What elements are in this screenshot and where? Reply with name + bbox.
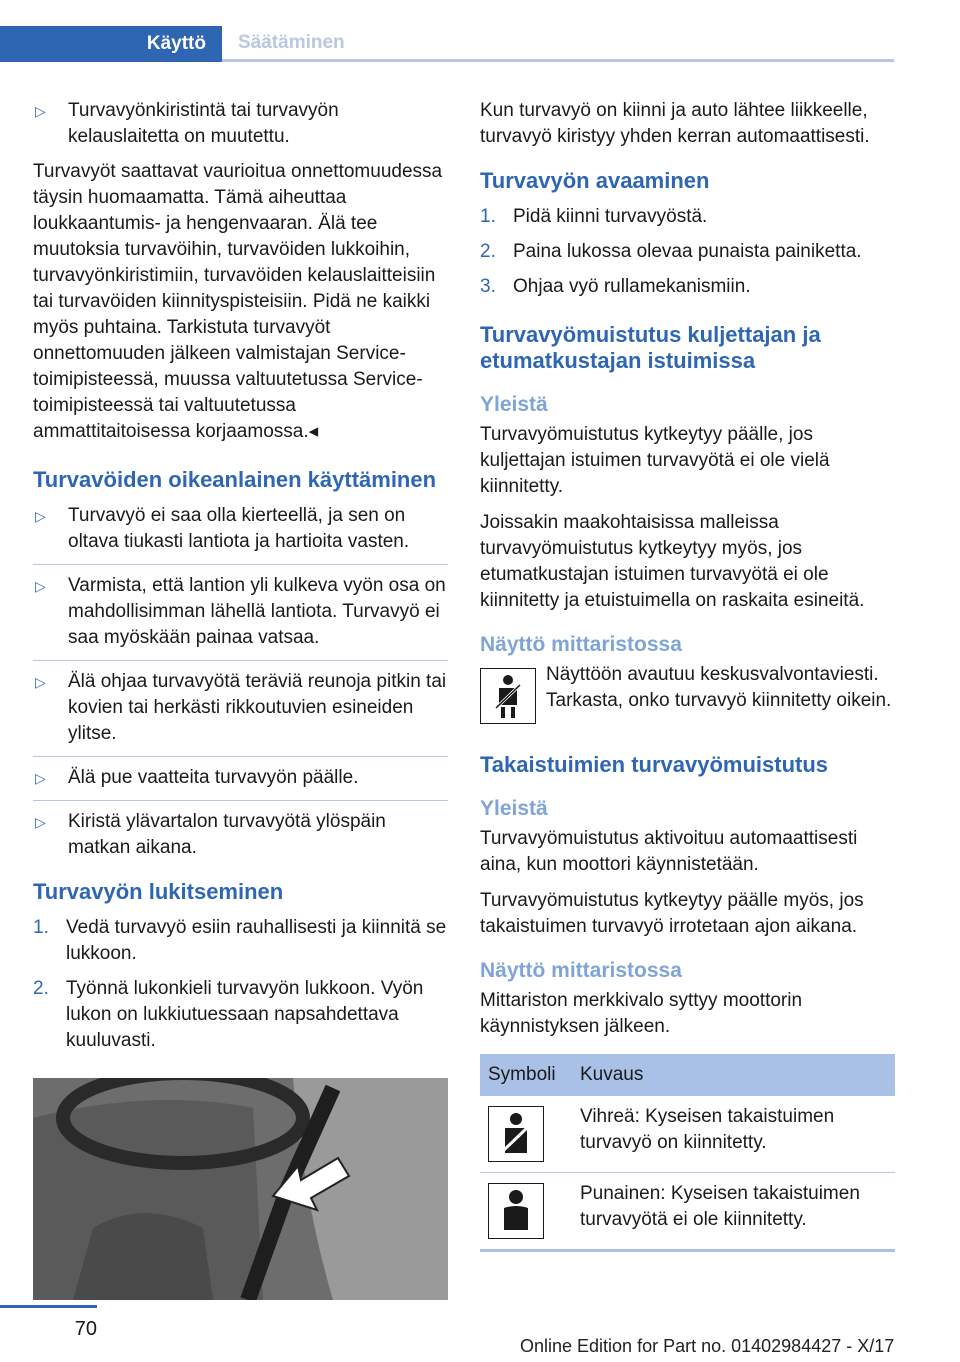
page-number: 70 xyxy=(74,1318,97,1340)
heading-correct-use: Turvavöiden oikeanlainen käyttäminen xyxy=(33,467,437,492)
list-item xyxy=(33,98,448,150)
list-item-text: Älä pue vaatteita turvavyön päälle. xyxy=(68,767,359,788)
step-text: Paina lukossa olevaa punaista painiketta. xyxy=(513,241,862,262)
step-number: 3. xyxy=(480,276,496,297)
seatbelt-warning-icon xyxy=(480,668,536,724)
table-row xyxy=(480,1173,895,1251)
use-list xyxy=(33,503,448,861)
paragraph: Turvavyömuistutus aktivoituu automaattisesti aina, kun moottori käynnistetään. xyxy=(480,828,858,875)
paragraph: Turvavyömuistutus kytkeytyy päälle, jos kuljettajan istuimen turvavyötä ei ole vielä kiinnitetty. xyxy=(480,424,830,497)
step-number: 2. xyxy=(480,241,496,262)
step-item xyxy=(33,915,448,967)
subheading-general: Yleistä xyxy=(480,393,548,416)
list-item xyxy=(33,503,448,555)
triangle-bullet-icon: ▷ xyxy=(35,814,46,830)
heading-opening: Turvavyön avaaminen xyxy=(480,168,710,193)
step-number: 1. xyxy=(480,206,496,227)
right-column xyxy=(480,98,895,1252)
tab-kaytto[interactable]: Käyttö xyxy=(0,26,222,62)
step-item xyxy=(480,204,895,230)
step-item xyxy=(480,239,895,265)
triangle-bullet-icon: ▷ xyxy=(35,508,46,524)
list-item-text: Älä ohjaa turvavyötä teräviä reunoja pitkin tai kovien tai herkästi rikkoutuvien esineiden ylitse. xyxy=(68,671,447,744)
triangle-bullet-icon: ▷ xyxy=(35,578,46,594)
page-header xyxy=(0,0,960,64)
step-item xyxy=(33,976,448,1054)
triangle-bullet-icon: ▷ xyxy=(35,770,46,786)
step-text: Vedä turvavyö esiin rauhallisesti ja kiinnitä se lukkoon. xyxy=(66,917,447,964)
intro-paragraph: Kun turvavyö on kiinni ja auto lähtee liikkeelle, turvavyö kiristyy yhden kerran automaattisesti. xyxy=(480,100,870,147)
list-item-text: Turvavyö ei saa olla kierteellä, ja sen on oltava tiukasti lantiota ja hartioita vasten. xyxy=(68,505,410,552)
edition-text: Online Edition for Part no. 01402984427 - X/17 xyxy=(520,1336,895,1356)
step-text: Ohjaa vyö rullamekanismiin. xyxy=(513,276,751,297)
paragraph: Turvavyömuistutus kytkeytyy päälle myös, jos takaistuimen turvavyö irrotetaan ajon aikana. xyxy=(480,890,864,937)
step-text: Pidä kiinni turvavyöstä. xyxy=(513,206,708,227)
heading-front-reminder: Turvavyömuistutus kuljettajan ja etumatkustajan istuimissa xyxy=(480,322,821,373)
table-header-description: Kuvaus xyxy=(572,1054,895,1096)
subheading-display: Näyttö mittaristossa xyxy=(480,633,682,656)
triangle-bullet-icon: ▷ xyxy=(35,674,46,690)
table-row xyxy=(480,1096,895,1173)
display-row xyxy=(480,662,895,724)
subheading-display: Näyttö mittaristossa xyxy=(480,959,682,982)
heading-locking: Turvavyön lukitseminen xyxy=(33,879,284,904)
step-text: Työnnä lukonkieli turvavyön lukkoon. Vyön lukon on lukkiutuessaan napsahdettava kuuluvasti. xyxy=(66,978,424,1051)
list-item xyxy=(33,765,448,791)
list-item xyxy=(33,809,448,861)
left-column xyxy=(33,98,448,1300)
list-item-text: Kiristä ylävartalon turvavyötä ylöspäin matkan aikana. xyxy=(68,811,386,858)
seatbelt-fastened-icon xyxy=(488,1106,544,1162)
table-header-symbol: Symboli xyxy=(480,1054,572,1096)
triangle-bullet-icon: ▷ xyxy=(35,103,46,119)
step-number: 2. xyxy=(33,978,49,999)
paragraph: Joissakin maakohtaisissa malleissa turvavyömuistutus kytkeytyy myös, jos etumatkustajan istuimen turvavyötä ei ole kiinnitetty ja etuistuimella on raskaita esineitä. xyxy=(480,512,865,611)
step-number: 1. xyxy=(33,917,49,938)
table-cell-desc: Punainen: Kyseisen takaistuimen turvavyötä ei ole kiinnitetty. xyxy=(572,1173,895,1251)
list-item xyxy=(33,669,448,747)
heading-rear-reminder: Takaistuimien turvavyömuistutus xyxy=(480,752,829,777)
tab-saataminen[interactable]: Säätäminen xyxy=(222,26,894,62)
footer-rule xyxy=(0,1305,97,1308)
warning-paragraph: Turvavyöt saattavat vaurioitua onnettomuudessa täysin huomaamatta. Tämä aiheuttaa loukkaantumis- ja hengenvaaran. Älä tee muutoksia turvavöihin, turvavöiden lukkoihin, turvavyönkiristimiin, turvavöiden kelauslaitteisiin tai turvavöiden kiinnityspisteisiin. Pidä ne kaikki myös puhtaina. Tarkistuta turvavyöt onnettomuuden jälkeen valmistajan Service-toimipisteessä, muussa valtuutetussa Service-toimipisteessä tai valtuutetussa ammattitaitoisessa korjaamossa.◂ xyxy=(33,161,443,442)
display-text: Näyttöön avautuu keskusvalvontaviesti. Tarkasta, onko turvavyö kiinnitetty oikein. xyxy=(546,664,892,711)
step-item xyxy=(480,274,895,300)
seatbelt-illustration xyxy=(33,1078,448,1300)
list-item-text: Turvavyönkiristintä tai turvavyön kelauslaitetta on muutettu. xyxy=(68,100,339,147)
subheading-general: Yleistä xyxy=(480,797,548,820)
symbol-table xyxy=(480,1054,895,1252)
list-item-text: Varmista, että lantion yli kulkeva vyön osa on mahdollisimman lähellä lantiota. Turvavyö ei saa myöskään painaa vatsaa. xyxy=(68,575,446,648)
seatbelt-photo xyxy=(33,1078,448,1300)
seat-occupant-icon xyxy=(488,1183,544,1239)
paragraph: Mittariston merkkivalo syttyy moottorin käynnistyksen jälkeen. xyxy=(480,990,803,1037)
table-cell-desc: Vihreä: Kyseisen takaistuimen turvavyö on kiinnitetty. xyxy=(572,1096,895,1173)
list-item xyxy=(33,573,448,651)
